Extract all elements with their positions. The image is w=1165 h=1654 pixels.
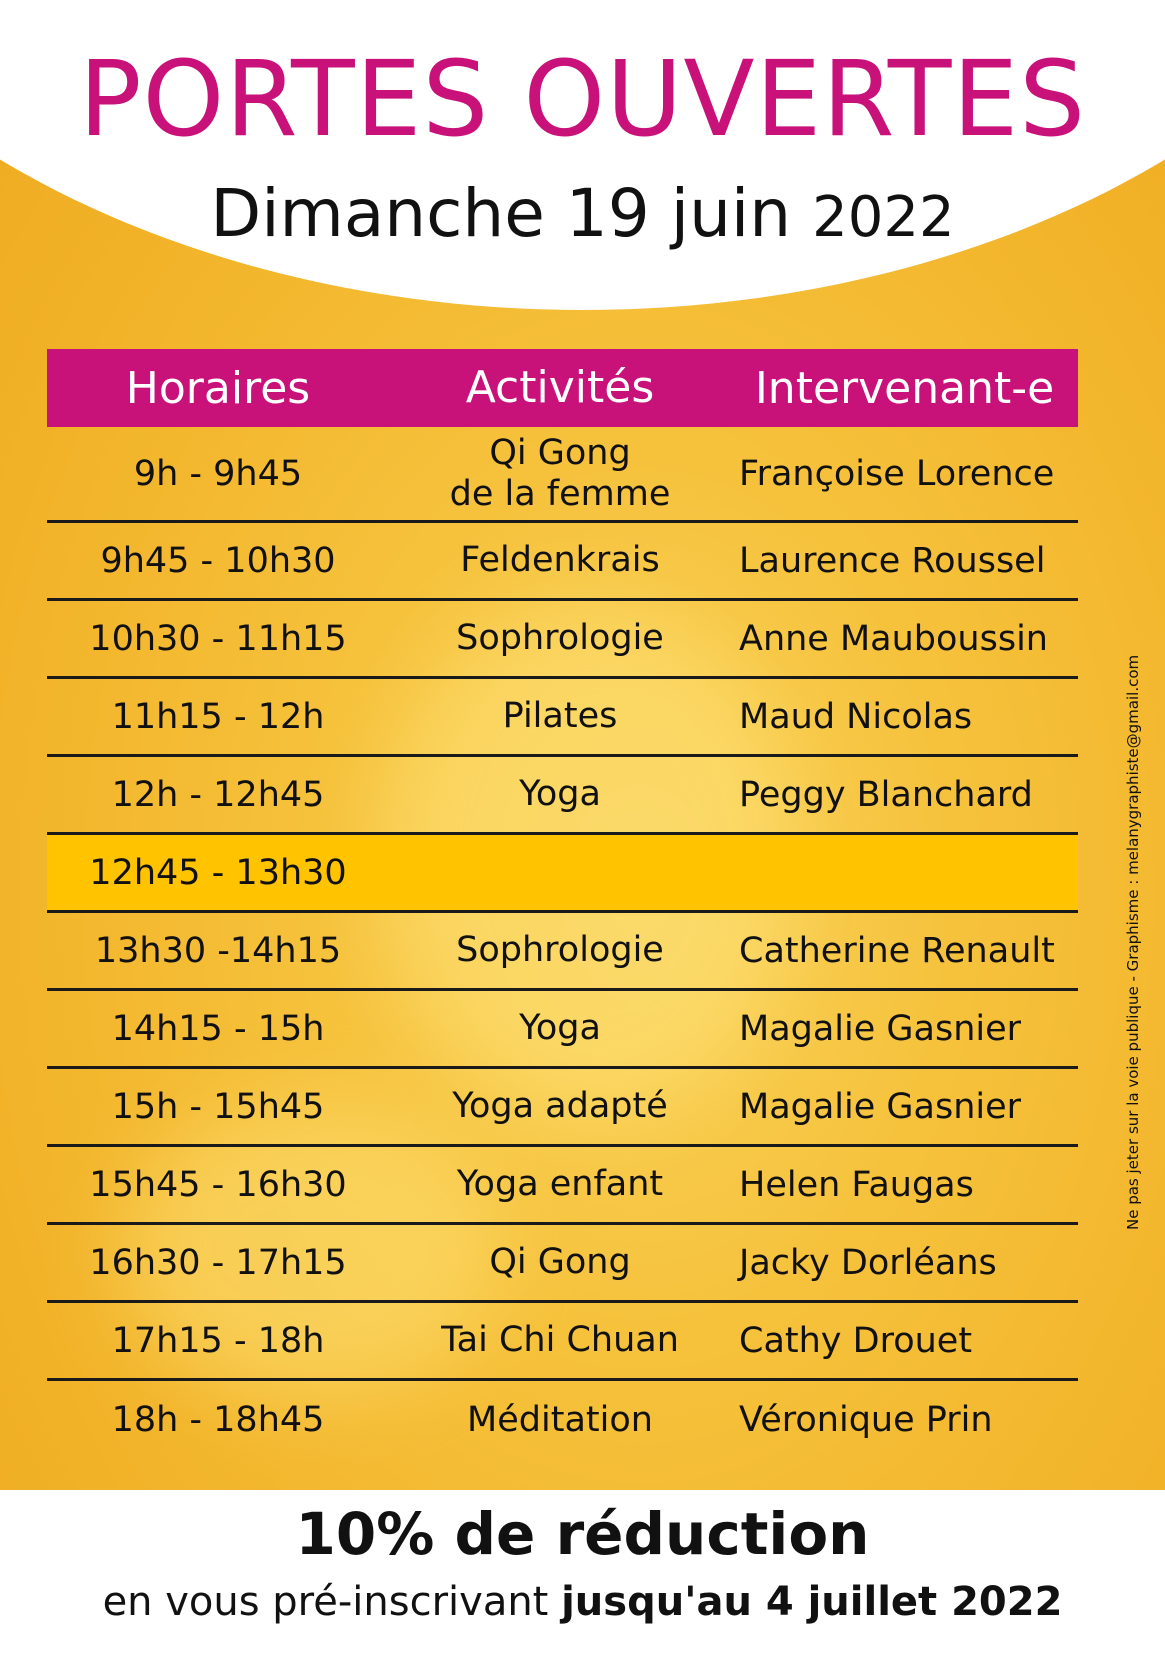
column-header-speaker: Intervenant-e: [754, 362, 1055, 414]
activity-cell: Qi Gong: [489, 1242, 631, 1283]
speaker-cell: Peggy Blanchard: [739, 774, 1033, 815]
table-row: [47, 1303, 1078, 1381]
table-row: [47, 757, 1078, 835]
activity-line: Qi Gong: [489, 433, 631, 474]
table-row: [47, 913, 1078, 991]
table-row: [47, 1069, 1078, 1147]
speaker-cell: Véronique Prin: [739, 1400, 993, 1440]
column-header-activities: Activités: [465, 361, 655, 413]
activity-line: de la femme: [449, 473, 671, 514]
event-date: [0, 175, 1165, 252]
activity-cell: Yoga adapté: [452, 1086, 668, 1127]
activity-cell: Pilates: [502, 696, 618, 737]
time-cell: 9h45 - 10h30: [100, 540, 336, 581]
time-cell: 15h45 - 16h30: [89, 1164, 347, 1205]
table-row: [47, 991, 1078, 1069]
time-cell: 14h15 - 15h: [111, 1008, 325, 1049]
schedule-table: [47, 349, 1078, 1459]
time-cell: 18h - 18h45: [111, 1400, 325, 1440]
speaker-cell: Jacky Dorléans: [739, 1242, 997, 1283]
date-year: 2022: [812, 185, 955, 250]
discount-condition: en vous pré-inscrivant: [102, 1579, 549, 1625]
discount-details: [0, 1580, 1165, 1624]
speaker-cell: Helen Faugas: [739, 1164, 974, 1205]
activity-cell: Yoga: [519, 1008, 601, 1049]
time-cell: 10h30 - 11h15: [89, 618, 347, 659]
table-header: [47, 349, 1078, 427]
activity-cell: Yoga: [519, 774, 601, 815]
discount-deadline: jusqu'au 4 juillet 2022: [561, 1579, 1063, 1625]
activity-cell: Sophrologie: [456, 930, 664, 971]
activity-cell: Sophrologie: [456, 618, 664, 659]
time-cell: 12h45 - 13h30: [89, 852, 347, 893]
activity-cell: Tai Chi Chuan: [441, 1320, 679, 1361]
table-row: [47, 523, 1078, 601]
discount-headline: 10% de réduction: [295, 1500, 870, 1568]
speaker-cell: Françoise Lorence: [739, 453, 1055, 494]
activity-cell: Méditation: [467, 1399, 653, 1440]
page-title: PORTES OUVERTES: [78, 38, 1087, 160]
time-cell: 17h15 - 18h: [111, 1320, 325, 1361]
table-row: [47, 1225, 1078, 1303]
date-main: Dimanche 19 juin: [210, 175, 792, 252]
time-cell: 9h - 9h45: [133, 453, 303, 494]
credits-note: Ne pas jeter sur la voie publique - Graphisme : melanygraphiste@gmail.com: [1124, 654, 1142, 1230]
time-cell: 16h30 - 17h15: [89, 1242, 347, 1283]
speaker-cell: Maud Nicolas: [739, 696, 973, 737]
column-header-times: Horaires: [125, 362, 311, 414]
speaker-cell: Catherine Renault: [739, 930, 1055, 971]
table-row: [47, 1147, 1078, 1225]
break-row: [47, 835, 1078, 913]
activity-cell: Feldenkrais: [460, 540, 660, 581]
table-row: [47, 427, 1078, 523]
table-row: [47, 1381, 1078, 1459]
activity-cell: [389, 433, 731, 514]
speaker-cell: Cathy Drouet: [739, 1320, 973, 1361]
time-cell: 11h15 - 12h: [111, 696, 325, 737]
table-row: [47, 601, 1078, 679]
time-cell: 13h30 -14h15: [94, 930, 342, 971]
speaker-cell: Laurence Roussel: [739, 540, 1046, 581]
speaker-cell: Anne Mauboussin: [739, 618, 1048, 659]
speaker-cell: Magalie Gasnier: [739, 1086, 1022, 1127]
speaker-cell: Magalie Gasnier: [739, 1008, 1022, 1049]
activity-cell: Yoga enfant: [456, 1164, 664, 1205]
time-cell: 12h - 12h45: [111, 774, 325, 815]
table-row: [47, 679, 1078, 757]
time-cell: 15h - 15h45: [111, 1086, 325, 1127]
